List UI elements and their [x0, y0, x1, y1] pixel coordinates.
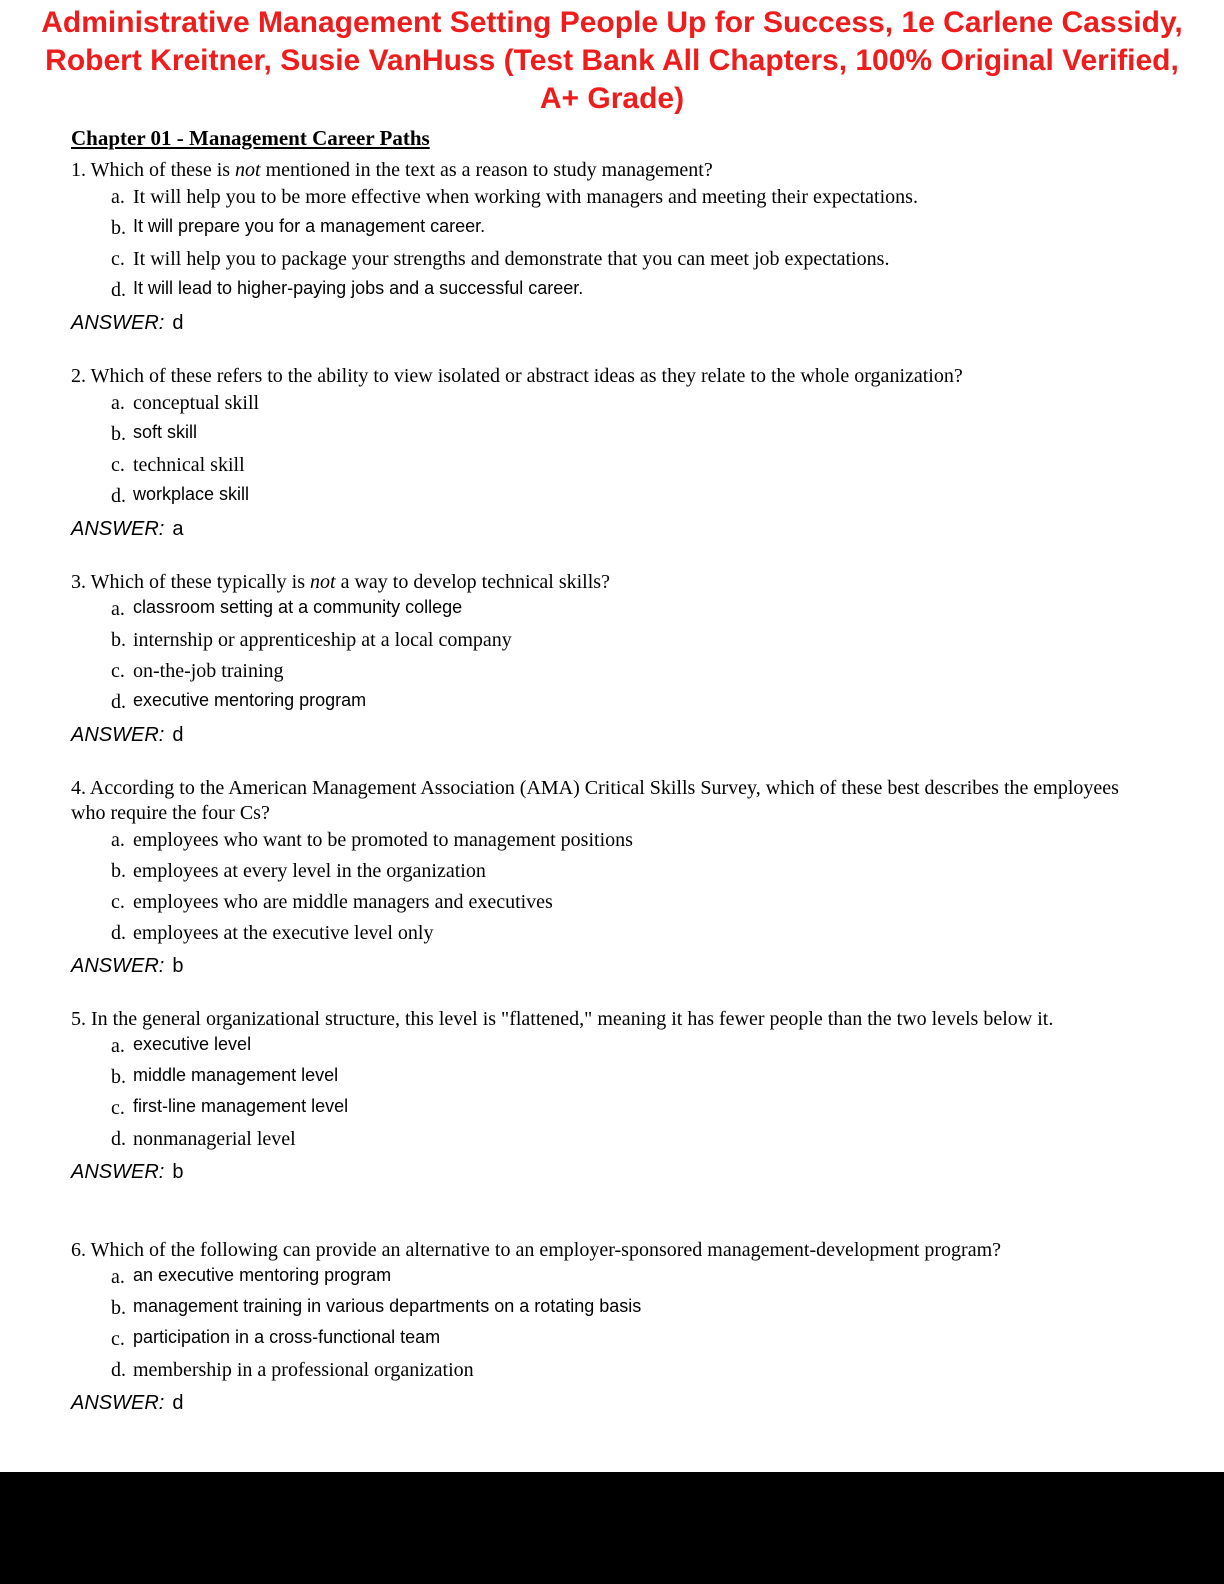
question-2-text: 2. Which of these refers to the ability to view isolated or abstract ideas as they relate to the whole organization? — [71, 365, 963, 387]
answer-label: ANSWER: — [71, 1392, 165, 1414]
question-5-text: 5. In the general organizational structure, this level is "flattened," meaning it has fewer people than the two levels below it. — [71, 1008, 1054, 1030]
option-c: c. It will help you to package your strengths and demonstrate that you can meet job expectations. — [111, 248, 890, 270]
answer-line — [71, 952, 1141, 980]
answer-label: ANSWER: — [71, 1161, 165, 1183]
answer-line — [71, 721, 1141, 749]
answer-line — [71, 515, 1141, 543]
option-c: c. employees who are middle managers and executives — [111, 891, 553, 913]
option-b: b. internship or apprenticeship at a local company — [111, 629, 512, 651]
option-a: a. conceptual skill — [111, 392, 260, 414]
document-title: Administrative Management Setting People Up for Success, 1e Carlene Cassidy, Robert Kreitner, Susie VanHuss (Test Bank All Chapters, 100% Original Verified, A+ Grade) — [41, 6, 1183, 115]
question-6 — [71, 1238, 1141, 1417]
question-4-options — [71, 826, 1141, 950]
answer-label: ANSWER: — [71, 312, 165, 334]
question-6-text: 6. Which of the following can provide an alternative to an employer-sponsored management-development program? — [71, 1239, 1002, 1261]
answer-value: d — [172, 312, 184, 334]
option-b: b. middle management level — [111, 1065, 339, 1088]
answer-label: ANSWER: — [71, 955, 165, 977]
option-b: b. It will prepare you for a management career. — [111, 216, 486, 239]
answer-value: b — [172, 955, 184, 977]
option-a: a. executive level — [111, 1034, 252, 1057]
question-3 — [71, 570, 1141, 749]
option-c: c. on-the-job training — [111, 660, 284, 682]
answer-line — [71, 1158, 1141, 1186]
option-b: b. soft skill — [111, 422, 198, 445]
option-a: a. an executive mentoring program — [111, 1265, 392, 1288]
chapter-heading: Chapter 01 - Management Career Paths — [71, 126, 430, 150]
question-2-options — [71, 389, 1141, 513]
question-1 — [71, 158, 1141, 337]
option-d: d. It will lead to higher-paying jobs and a successful career. — [111, 278, 584, 301]
bottom-black-bar — [0, 1472, 1224, 1584]
answer-label: ANSWER: — [71, 518, 165, 540]
option-c: c. technical skill — [111, 454, 245, 476]
answer-value: b — [172, 1161, 184, 1183]
answer-label: ANSWER: — [71, 724, 165, 746]
answer-line — [71, 1389, 1141, 1417]
question-3-options — [71, 595, 1141, 719]
option-c: c. first-line management level — [111, 1096, 349, 1119]
option-d: d. executive mentoring program — [111, 690, 367, 713]
question-5-options — [71, 1032, 1141, 1156]
question-5 — [71, 1007, 1141, 1186]
answer-line — [71, 309, 1141, 337]
option-b: b. management training in various departments on a rotating basis — [111, 1296, 642, 1319]
option-d: d. employees at the executive level only — [111, 922, 434, 944]
question-4 — [71, 776, 1141, 980]
answer-value: d — [172, 1392, 184, 1414]
option-a: a. classroom setting at a community college — [111, 597, 463, 620]
question-3-text: 3. Which of these typically is not a way to develop technical skills? — [71, 571, 610, 593]
answer-value: d — [172, 724, 184, 746]
question-1-options — [71, 183, 1141, 307]
option-a: a. employees who want to be promoted to management positions — [111, 829, 633, 851]
question-1-text: 1. Which of these is not mentioned in the text as a reason to study management? — [71, 159, 713, 181]
option-d: d. membership in a professional organization — [111, 1359, 474, 1381]
option-d: d. nonmanagerial level — [111, 1128, 296, 1150]
option-a: a. It will help you to be more effective when working with managers and meeting their expectations. — [111, 186, 918, 208]
option-d: d. workplace skill — [111, 484, 250, 507]
question-6-options — [71, 1263, 1141, 1387]
question-4-text: 4. According to the American Management Association (AMA) Critical Skills Survey, which of these best describes the employees who require the four Cs? — [71, 777, 1119, 824]
option-b: b. employees at every level in the organization — [111, 860, 486, 882]
option-c: c. participation in a cross-functional team — [111, 1327, 441, 1350]
question-2 — [71, 364, 1141, 543]
answer-value: a — [172, 518, 184, 540]
